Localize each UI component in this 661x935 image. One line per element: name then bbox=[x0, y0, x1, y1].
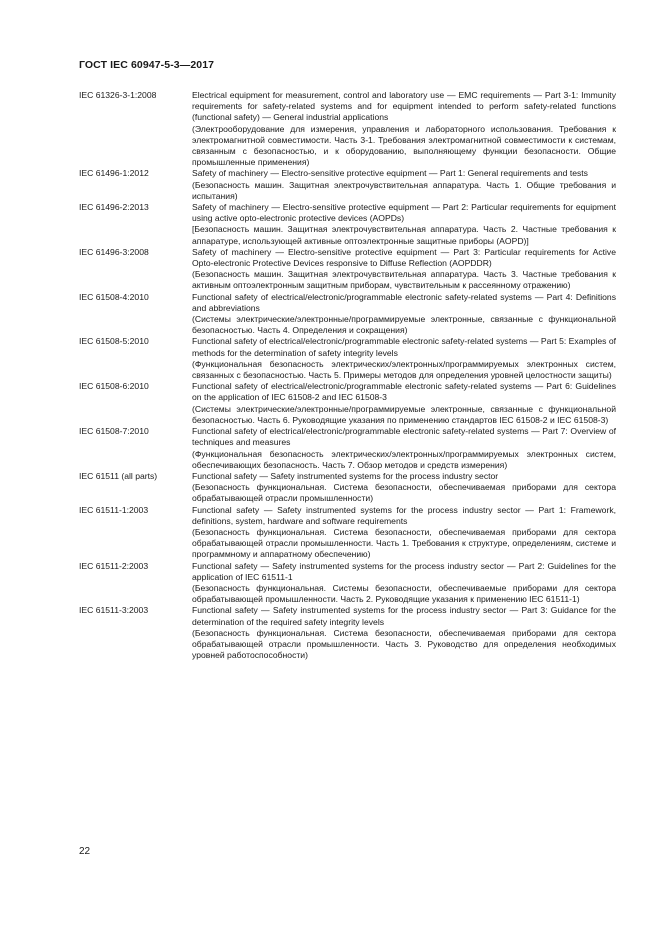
reference-title-ru: (Безопасность машин. Защитная электрочувствительная аппаратура. Часть 3. Частные требования к активным оптоэлектронным защитным приборам, чувствительным к рассеянному отражению) bbox=[192, 269, 616, 291]
reference-entry bbox=[79, 471, 616, 505]
reference-body bbox=[192, 505, 616, 561]
reference-code: IEC 61508-4:2010 bbox=[79, 291, 149, 302]
reference-title-ru: (Безопасность функциональная. Система безопасности, обеспечиваемая приборами для сектора обрабатывающей отрасли промышленности) bbox=[192, 482, 616, 504]
reference-title-en: Functional safety — Safety instrumented systems for the process industry sector — Part 1: Framework, definitions, system, hardware and software requirements bbox=[192, 504, 616, 526]
reference-code: IEC 61511-1:2003 bbox=[79, 504, 149, 515]
reference-title-ru: (Функциональная безопасность электрических/электронных/программируемых электронных систем, обеспечивающих безопасность. Часть 7. Обзор методов и средств измерения) bbox=[192, 448, 616, 470]
reference-title-ru: (Безопасность функциональная. Системы безопасности, обеспечиваемые приборами для сектора обрабатывающей промышленности. Часть 2. Руководящие указания к применению IEC 61511-1) bbox=[192, 582, 616, 605]
reference-title-en: Functional safety — Safety instrumented systems for the process industry sector — Part 3: Guidance for the determination of the required safety integrity levels bbox=[192, 605, 616, 627]
reference-code: IEC 61496-2:2013 bbox=[79, 202, 149, 213]
reference-body bbox=[192, 426, 616, 471]
reference-title-en: Electrical equipment for measurement, control and laboratory use — EMC requirements — Part 3-1: Immunity requirements for safety-related systems and for equipment intended to perform safety-related functions (functional safety) — General industrial applications bbox=[192, 90, 616, 123]
reference-code: IEC 61511-2:2003 bbox=[79, 560, 149, 571]
reference-code: IEC 61508-5:2010 bbox=[79, 336, 149, 347]
reference-title-en: Functional safety — Safety instrumented systems for the process industry sector bbox=[192, 470, 499, 481]
reference-entry bbox=[79, 202, 616, 247]
reference-title-en: Safety of machinery — Electro-sensitive protective equipment — Part 1: General requirements and tests bbox=[192, 168, 588, 179]
reference-title-ru: (Безопасность функциональная. Система безопасности, обеспечиваемая приборами для сектора обрабатывающей отрасли промышленности. Часть 3. Руководство для определения необходимых уровней работоспособности) bbox=[192, 627, 616, 661]
reference-body bbox=[192, 202, 616, 247]
reference-entry bbox=[79, 381, 616, 426]
reference-title-en: Safety of machinery — Electro-sensitive protective equipment — Part 2: Particular requirements for equipment using active opto-electronic protective devices (AOPDs) bbox=[192, 202, 616, 224]
reference-body bbox=[192, 168, 616, 202]
reference-code: IEC 61511 (all parts) bbox=[79, 470, 158, 481]
reference-body bbox=[192, 90, 616, 168]
reference-title-ru: (Безопасность машин. Защитная электрочувствительная аппаратура. Часть 1. Общие требования и испытания) bbox=[192, 179, 616, 201]
reference-entry bbox=[79, 605, 616, 661]
reference-title-en: Functional safety of electrical/electronic/programmable electronic safety-related systems — Part 4: Definitions and abbreviations bbox=[192, 291, 616, 313]
reference-title-ru: (Системы электрические/электронные/программируемые электронные, связанные с функциональной безопасностью. Часть 4. Определения и сокращения) bbox=[192, 314, 616, 336]
reference-body bbox=[192, 247, 616, 292]
reference-title-en: Functional safety of electrical/electronic/programmable electronic safety-related systems — Part 6: Guidelines on the application of IEC 61508-2 and IEC 61508-3 bbox=[192, 381, 616, 403]
reference-entry bbox=[79, 426, 616, 471]
reference-code: IEC 61508-7:2010 bbox=[79, 426, 149, 437]
reference-code: IEC 61511-3:2003 bbox=[79, 605, 149, 616]
reference-code: IEC 61326-3-1:2008 bbox=[79, 90, 157, 100]
normative-references-list bbox=[79, 90, 616, 661]
reference-body bbox=[192, 471, 616, 505]
reference-entry bbox=[79, 168, 616, 202]
reference-entry bbox=[79, 292, 616, 337]
reference-body bbox=[192, 381, 616, 426]
reference-title-en: Functional safety of electrical/electronic/programmable electronic safety-related systems — Part 5: Examples of methods for the determination of safety integrity levels bbox=[192, 336, 616, 358]
reference-entry bbox=[79, 90, 616, 168]
reference-entry bbox=[79, 561, 616, 606]
reference-code: IEC 61496-3:2008 bbox=[79, 246, 149, 257]
reference-title-ru: (Электрооборудование для измерения, управления и лабораторного использования. Требования к электромагнитной совместимости. Часть 3-1. Требования электромагнитной совместимости к системам, связанным с безопасностью, и к оборудованию, выполняющему функции безопасности. Общие промышленные применения) bbox=[192, 123, 616, 168]
reference-body bbox=[192, 561, 616, 606]
reference-body bbox=[192, 292, 616, 337]
reference-title-ru: (Безопасность функциональная. Система безопасности, обеспечиваемая приборами для сектора обрабатывающей отрасли промышленности. Часть 1. Требования к структуре, определениям, системе и программному и аппаратному обеспечению) bbox=[192, 526, 616, 560]
reference-body bbox=[192, 336, 616, 381]
reference-entry bbox=[79, 505, 616, 561]
document-header: ГОСТ IEC 60947-5-3—2017 bbox=[79, 59, 215, 71]
reference-body bbox=[192, 605, 616, 661]
reference-title-en: Functional safety of electrical/electronic/programmable electronic safety-related systems — Part 7: Overview of techniques and measures bbox=[192, 426, 616, 448]
reference-title-en: Safety of machinery — Electro-sensitive protective equipment — Part 3: Particular requirements for Active Opto-electronic Protective Devices responsive to Diffuse Reflection (AOPDDR) bbox=[192, 246, 616, 269]
reference-title-ru: (Функциональная безопасность электрических/электронных/программируемых электронных систем, связанных с безопасностью. Часть 5. Примеры методов для определения уровней целостности защиты) bbox=[192, 358, 616, 381]
reference-entry bbox=[79, 247, 616, 292]
reference-code: IEC 61496-1:2012 bbox=[79, 168, 149, 179]
reference-code: IEC 61508-6:2010 bbox=[79, 381, 149, 392]
reference-title-ru: [Безопасность машин. Защитная электрочувствительная аппаратура. Часть 2. Частные требования к аппаратуре, использующей активные оптоэлектронные защитные приборы (AOPD)] bbox=[192, 224, 616, 246]
page-number: 22 bbox=[79, 846, 91, 857]
reference-title-en: Functional safety — Safety instrumented systems for the process industry sector — Part 2: Guidelines for the application of IEC 61511-1 bbox=[192, 560, 616, 582]
reference-entry bbox=[79, 336, 616, 381]
reference-title-ru: (Системы электрические/электронные/программируемые электронные, связанные с функциональной безопасностью. Часть 6. Руководящие указания по применению стандартов IEC 61508-2 и IEC 61508-3) bbox=[192, 403, 616, 425]
